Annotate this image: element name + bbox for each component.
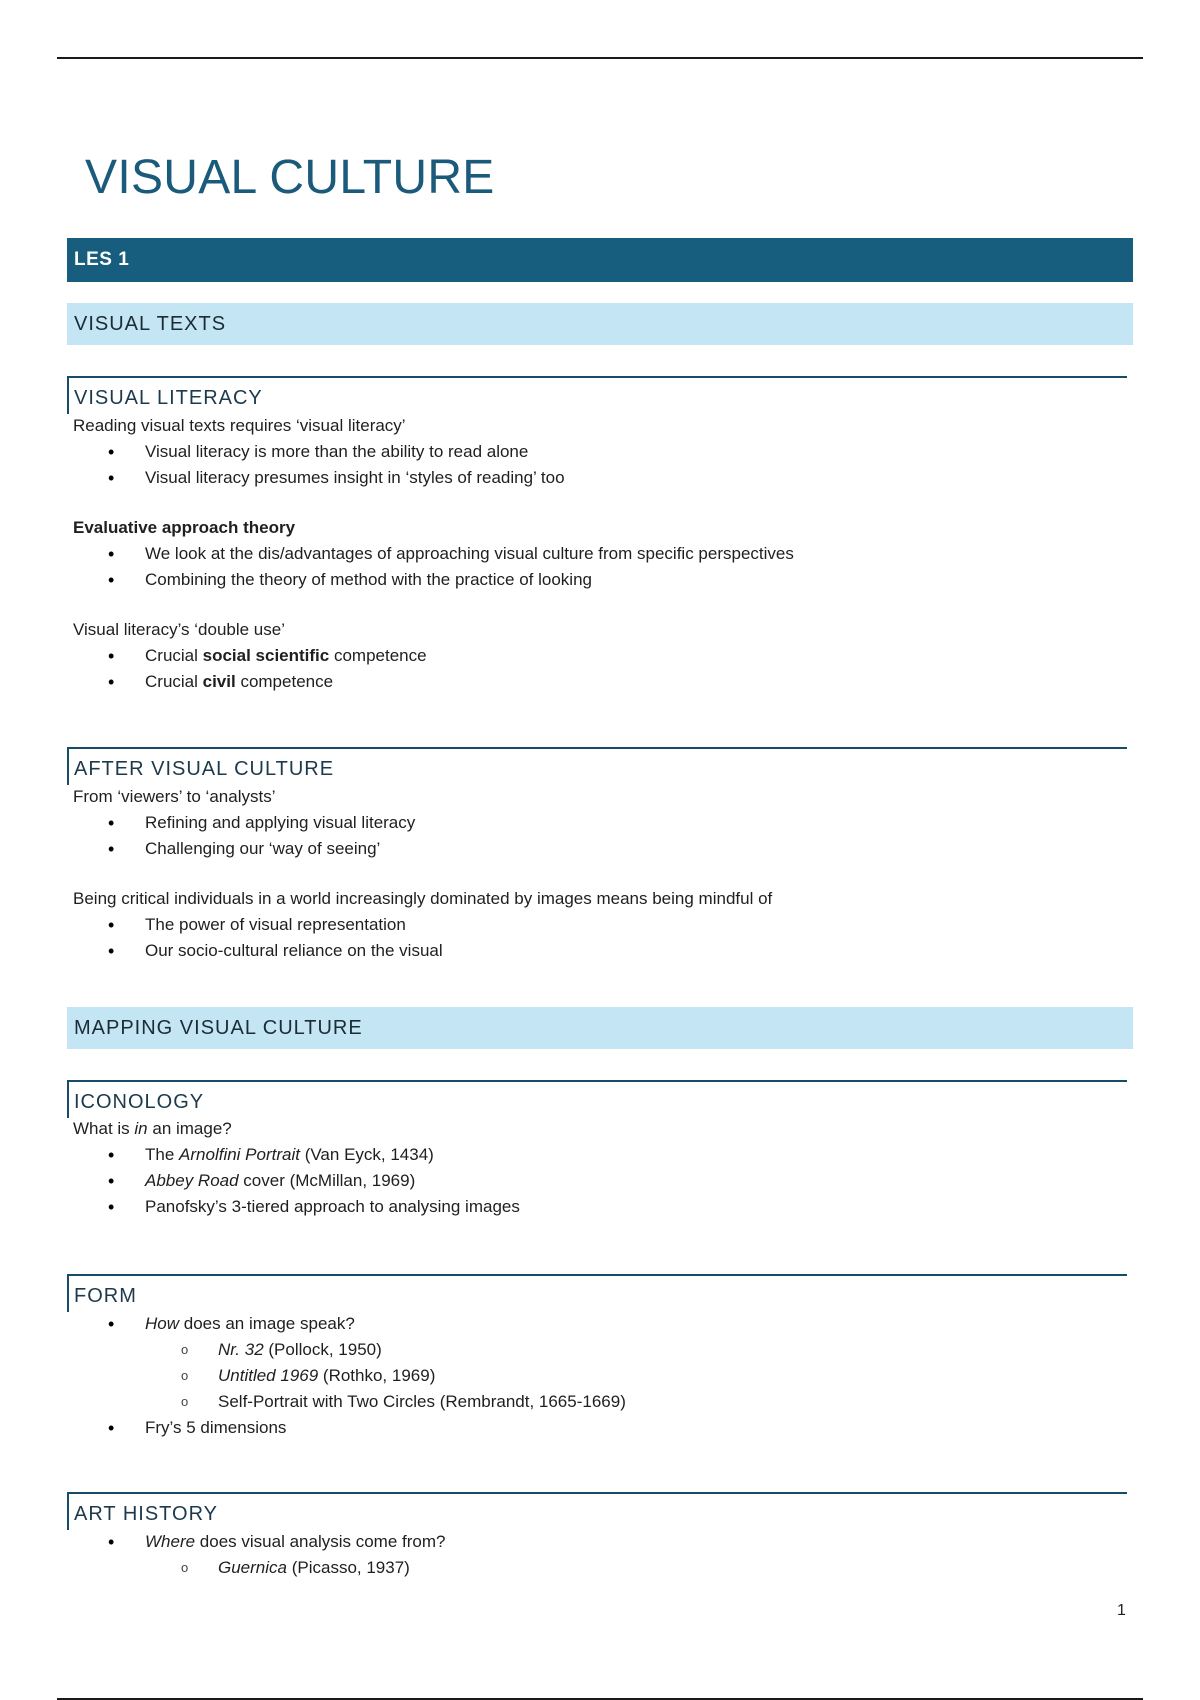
sub-list-item: o Self-Portrait with Two Circles (Rembrandt, 1665-1669) xyxy=(73,1389,1133,1415)
list-item: • We look at the dis/advantages of approaching visual culture from specific perspectives xyxy=(73,541,1133,567)
document-title: VISUAL CULTURE xyxy=(85,151,495,204)
page-number: 1 xyxy=(1117,1602,1126,1619)
header-rule xyxy=(57,57,1143,59)
list-item: • Crucial social scientific competence xyxy=(73,643,1133,669)
form-content xyxy=(73,1311,1133,1441)
paragraph: Reading visual texts requires ‘visual literacy’ xyxy=(73,416,406,435)
paragraph: Visual literacy’s ‘double use’ xyxy=(73,620,285,639)
bullet-list xyxy=(73,1529,1133,1581)
iconology-content xyxy=(73,1116,1133,1220)
sub-list-item: o Guernica (Picasso, 1937) xyxy=(73,1555,1133,1581)
bold-heading: Evaluative approach theory xyxy=(73,518,296,537)
section-heading-mapping-visual-culture: MAPPING VISUAL CULTURE xyxy=(67,1007,1133,1049)
list-item: • Visual literacy presumes insight in ‘styles of reading’ too xyxy=(73,465,1133,491)
list-item: • Where does visual analysis come from? xyxy=(73,1529,1133,1555)
list-item: • Refining and applying visual literacy xyxy=(73,810,1133,836)
bullet-list xyxy=(73,1142,1133,1220)
after-visual-culture-content xyxy=(73,784,1133,964)
list-item: • Visual literacy is more than the ability to read alone xyxy=(73,439,1133,465)
list-item: • Fry’s 5 dimensions xyxy=(73,1415,1133,1441)
subsection-heading-after-visual-culture: AFTER VISUAL CULTURE xyxy=(67,747,1127,785)
subsection-heading-art-history: ART HISTORY xyxy=(67,1492,1127,1530)
list-item: • The Arnolfini Portrait (Van Eyck, 1434) xyxy=(73,1142,1133,1168)
list-item: • Combining the theory of method with the practice of looking xyxy=(73,567,1133,593)
bullet-list xyxy=(73,643,1133,695)
bullet-list xyxy=(73,1311,1133,1441)
list-item: • Abbey Road cover (McMillan, 1969) xyxy=(73,1168,1133,1194)
lesson-heading-bar: LES 1 xyxy=(67,238,1133,282)
paragraph: What is in an image? xyxy=(73,1119,232,1138)
sub-list-item: o Nr. 32 (Pollock, 1950) xyxy=(73,1337,1133,1363)
list-item: • Crucial civil competence xyxy=(73,669,1133,695)
visual-literacy-content xyxy=(73,413,1133,695)
art-history-content xyxy=(73,1529,1133,1581)
list-item: • Challenging our ‘way of seeing’ xyxy=(73,836,1133,862)
list-item: • The power of visual representation xyxy=(73,912,1133,938)
subsection-heading-visual-literacy: VISUAL LITERACY xyxy=(67,376,1127,414)
subsection-heading-form: FORM xyxy=(67,1274,1127,1312)
paragraph: Being critical individuals in a world increasingly dominated by images means being mindful of xyxy=(73,889,773,908)
bullet-list xyxy=(73,912,1133,964)
list-item: • Our socio-cultural reliance on the visual xyxy=(73,938,1133,964)
bullet-list xyxy=(73,541,1133,593)
list-item: • Panofsky’s 3-tiered approach to analysing images xyxy=(73,1194,1133,1220)
section-heading-visual-texts: VISUAL TEXTS xyxy=(67,303,1133,345)
sub-list-item: o Untitled 1969 (Rothko, 1969) xyxy=(73,1363,1133,1389)
bullet-list xyxy=(73,810,1133,862)
subsection-heading-iconology: ICONOLOGY xyxy=(67,1080,1127,1118)
bullet-list xyxy=(73,439,1133,491)
list-item: • How does an image speak? xyxy=(73,1311,1133,1337)
paragraph: From ‘viewers’ to ‘analysts’ xyxy=(73,787,276,806)
